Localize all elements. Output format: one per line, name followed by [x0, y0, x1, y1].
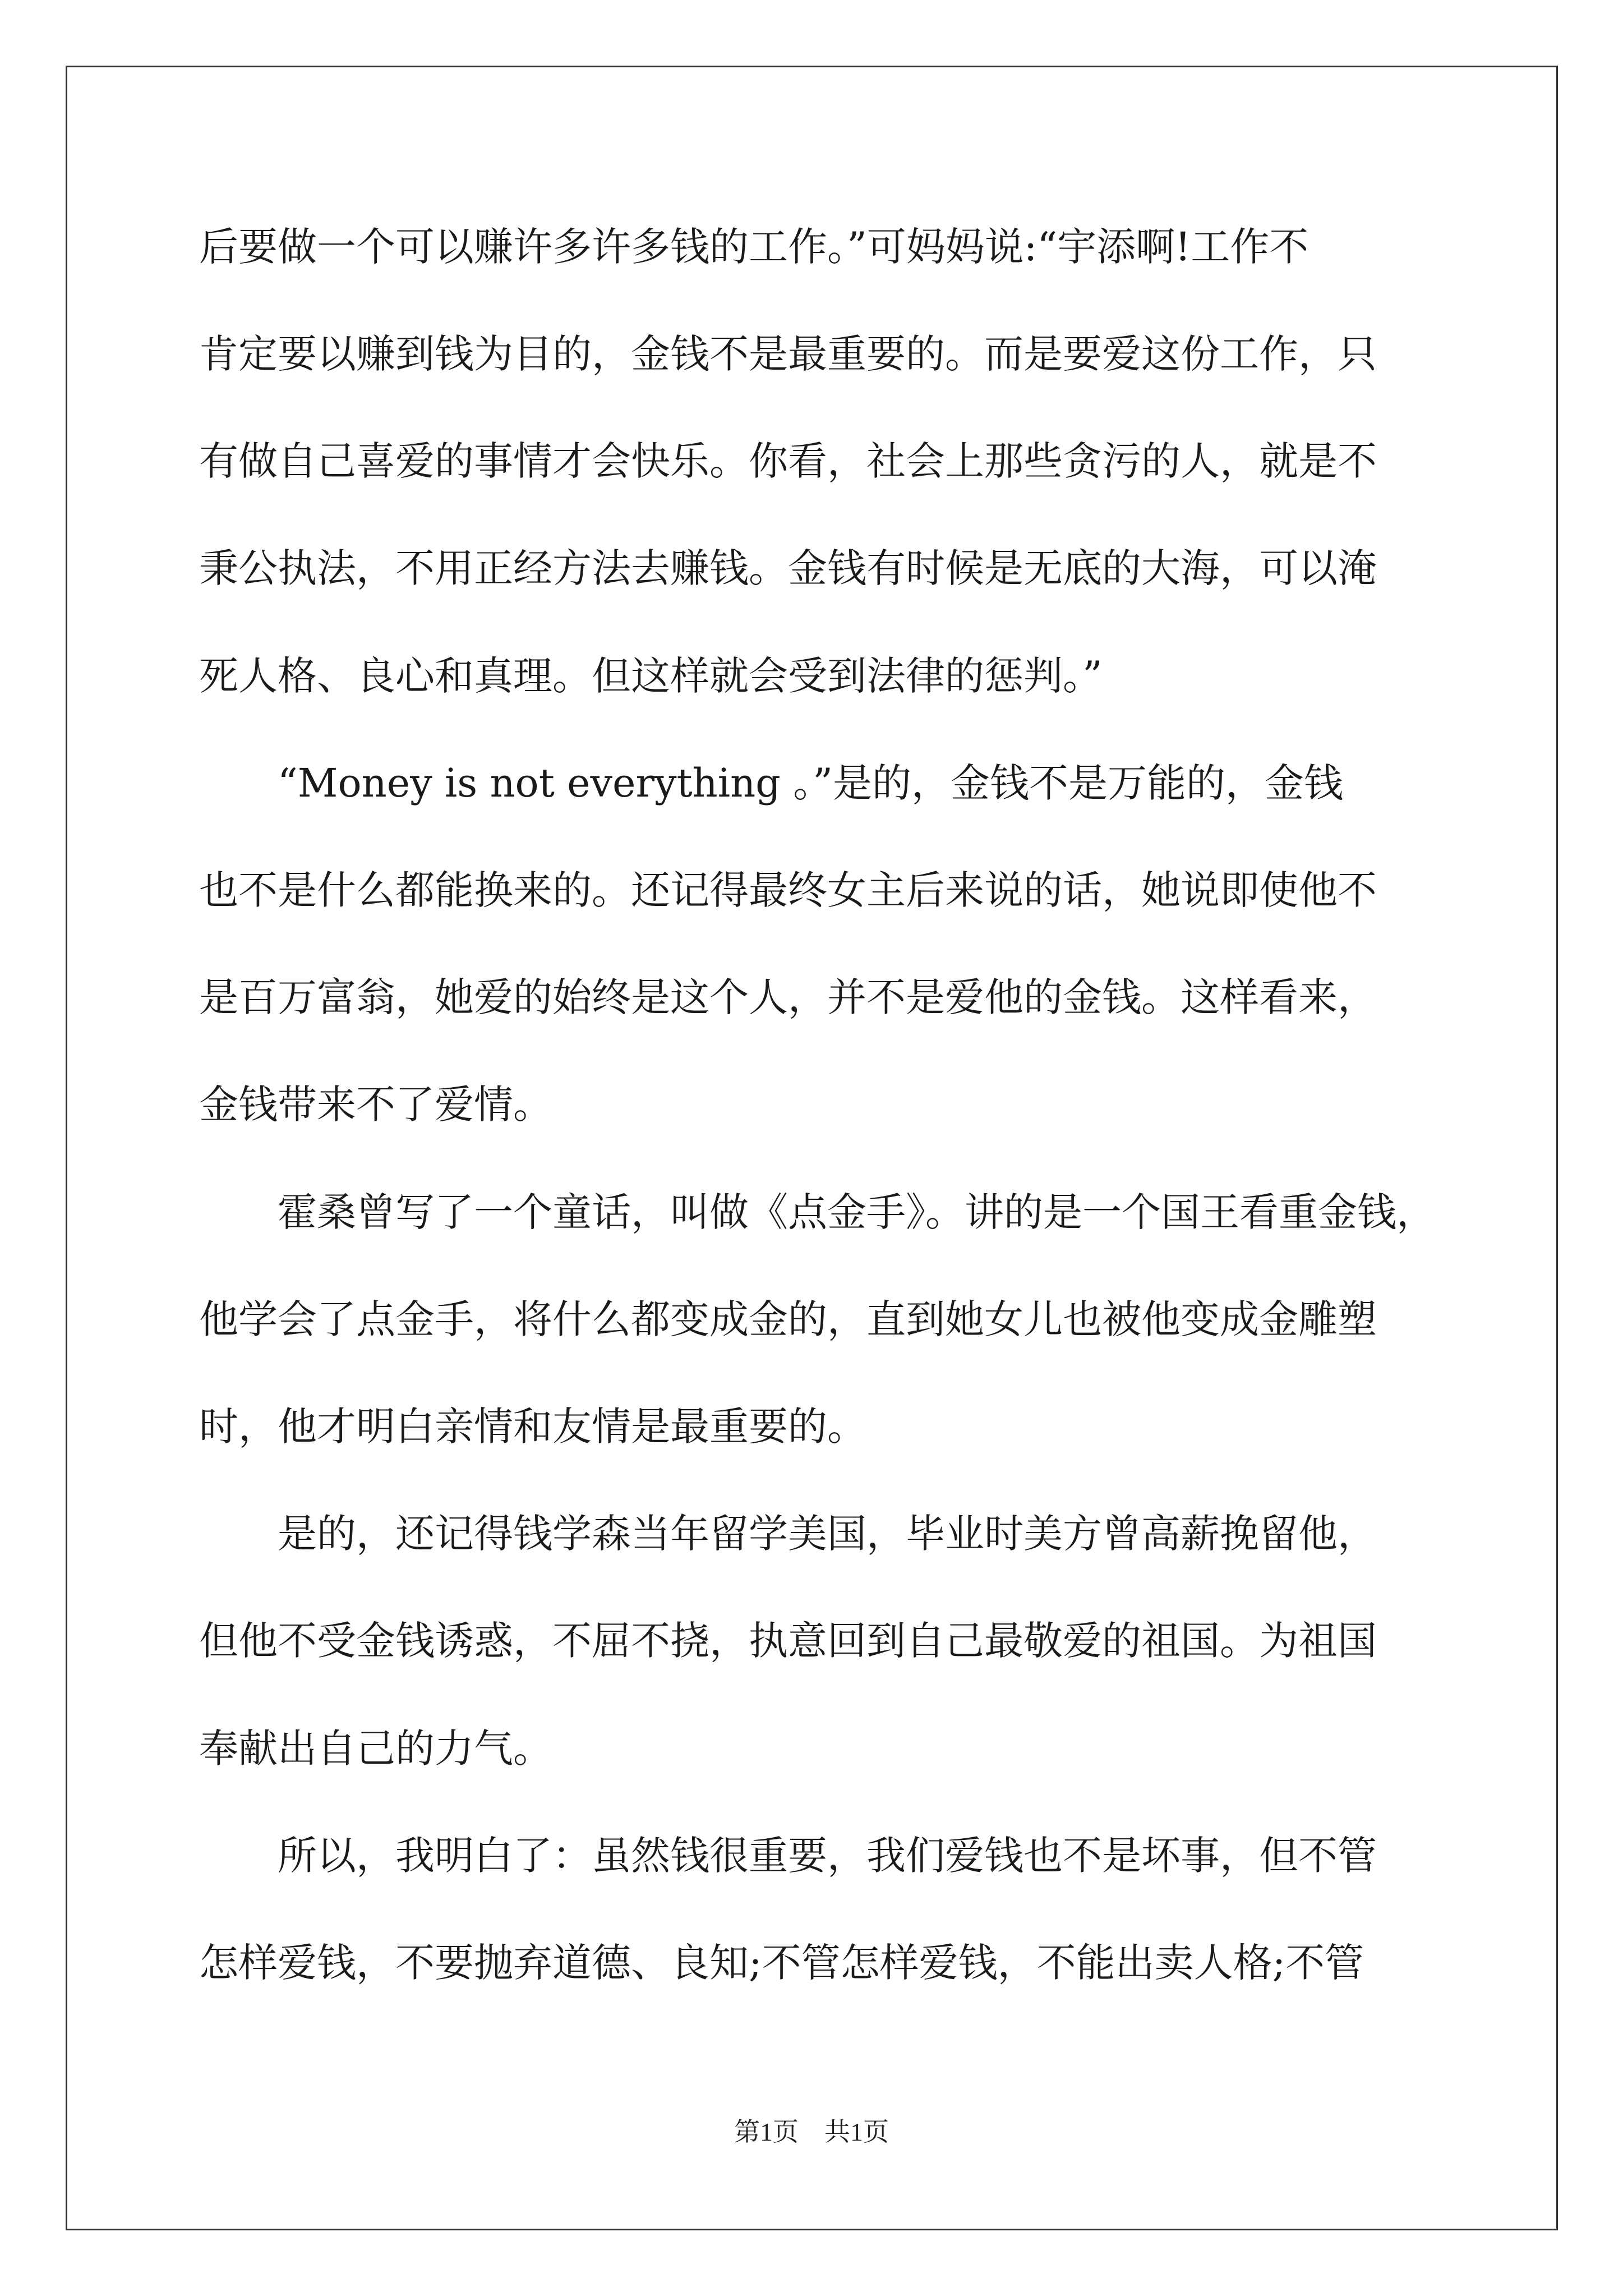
text-line-16: 所以，我明白了：虽然钱很重要，我们爱钱也不是坏事，但不管 — [278, 1833, 1377, 1879]
text-line-6: “Money is not everything 。”是的，金钱不是万能的，金钱 — [278, 760, 1344, 806]
text-line-10: 霍桑曾写了一个童话，叫做《点金手》。讲的是一个国王看重金钱， — [278, 1189, 1436, 1235]
text-line-13: 是的，还记得钱学森当年留学美国，毕业时美方曾高薪挽留他， — [278, 1511, 1377, 1557]
page-border — [66, 66, 1558, 2230]
text-line-12: 时，他才明白亲情和友情是最重要的。 — [199, 1404, 866, 1450]
text-line-2: 肯定要以赚到钱为目的，金钱不是最重要的。而是要爱这份工作，只 — [199, 331, 1377, 377]
text-line-8: 是百万富翁，她爱的始终是这个人，并不是爱他的金钱。这样看来， — [199, 974, 1377, 1020]
page-footer: 第1页 共1页 — [734, 2118, 889, 2146]
text-line-15: 奉献出自己的力气。 — [199, 1726, 552, 1772]
text-line-9: 金钱带来不了爱情。 — [199, 1082, 552, 1128]
text-line-14: 但他不受金钱诱惑，不屈不挠，执意回到自己最敬爱的祖国。为祖国 — [199, 1618, 1377, 1664]
text-line-17: 怎样爱钱，不要抛弃道德、良知;不管怎样爱钱，不能出卖人格;不管 — [199, 1940, 1364, 1986]
text-line-3: 有做自己喜爱的事情才会快乐。你看，社会上那些贪污的人，就是不 — [199, 438, 1377, 484]
text-line-4: 秉公执法，不用正经方法去赚钱。金钱有时候是无底的大海，可以淹 — [199, 545, 1377, 591]
text-line-1: 后要做一个可以赚许多许多钱的工作。”可妈妈说:“宇添啊!工作不 — [199, 224, 1309, 270]
text-line-11: 他学会了点金手，将什么都变成金的，直到她女儿也被他变成金雕塑 — [199, 1296, 1377, 1342]
text-line-7: 也不是什么都能换来的。还记得最终女主后来说的话，她说即使他不 — [199, 867, 1377, 913]
text-line-5: 死人格、良心和真理。但这样就会受到法律的惩判。” — [199, 653, 1103, 699]
